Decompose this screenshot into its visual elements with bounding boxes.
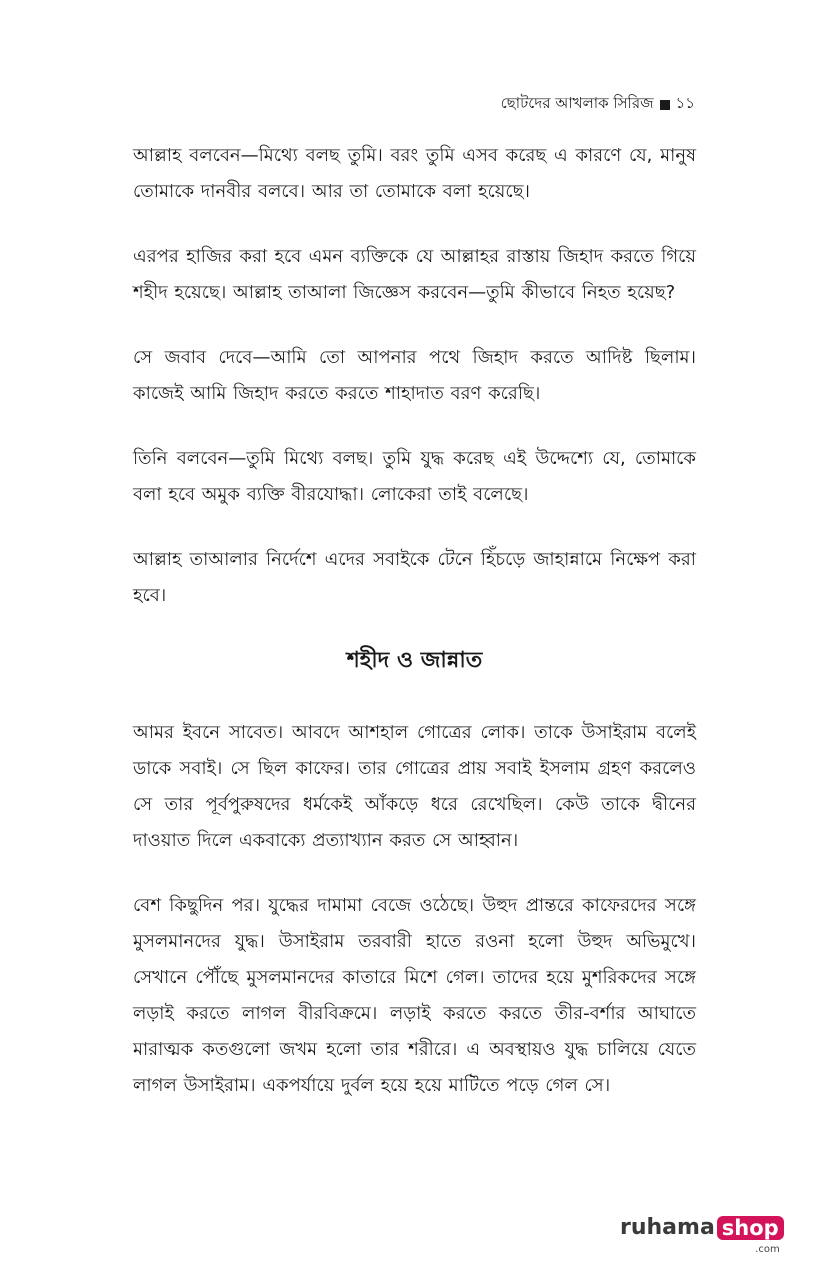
- page-body: [133, 138, 696, 1133]
- watermark-domain: .com: [755, 1244, 780, 1255]
- running-header: [501, 92, 695, 117]
- section-heading: শহীদ ও জান্নাত: [346, 648, 483, 673]
- watermark-name: ruhama: [620, 1215, 715, 1240]
- paragraph: আমর ইবনে সাবেত। আবদে আশহাল গোত্রের লোক। তাকে উসাইরাম বলেই ডাকে সবাই। সে ছিল কাফের। তার গোত্রের প্রায় সবাই ইসলাম গ্রহণ করলেও সে তার পূর্বপুরুষদের ধর্মকেই আঁকড়ে ধরে রেখেছিল। কেউ তাকে দ্বীনের দাওয়াত দিলে একবাক্যে প্রত্যাখ্যান করত সে আহ্বান।: [133, 722, 696, 851]
- paragraph: তিনি বলবেন—তুমি মিথ্যে বলছ। তুমি যুদ্ধ করেছ এই উদ্দেশ্যে যে, তোমাকে বলা হবে অমুক ব্যক্তি বীরযোদ্ধা। লোকেরা তাই বলেছে।: [133, 448, 696, 505]
- paragraph: সে জবাব দেবে—আমি তো আপনার পথে জিহাদ করতে আদিষ্ট ছিলাম। কাজেই আমি জিহাদ করতে করতে শাহাদাত বরণ করেছি।: [133, 347, 696, 404]
- header-square-icon: [660, 100, 670, 110]
- ruhamashop-watermark: [620, 1213, 784, 1255]
- page-number: ১১: [675, 94, 695, 112]
- paragraph: বেশ কিছুদিন পর। যুদ্ধের দামামা বেজে ওঠেছে। উহুদ প্রান্তরে কাফেরদের সঙ্গে মুসলমানদের যুদ্ধ। উসাইরাম তরবারী হাতে রওনা হলো উহুদ অভিমুখে। সেখানে পৌঁছে মুসলমানদের কাতারে মিশে গেল। তাদের হয়ে মুশরিকদের সঙ্গে লড়াই করতে লাগল বীরবিক্রমে। লড়াই করতে করতে তীর-বর্শার আঘাতে মারাত্মক কতগুলো জখম হলো তার শরীরে। এ অবস্থায়ও যুদ্ধ চালিয়ে যেতে লাগল উসাইরাম। একপর্যায়ে দুর্বল হয়ে হয়ে মাটিতে পড়ে গেল সে।: [133, 895, 696, 1096]
- watermark-shop: shop: [717, 1216, 784, 1240]
- paragraph: এরপর হাজির করা হবে এমন ব্যক্তিকে যে আল্লাহর রাস্তায় জিহাদ করতে গিয়ে শহীদ হয়েছে। আল্লাহ তাআলা জিজ্ঞেস করবেন—তুমি কীভাবে নিহত হয়েছ?: [133, 246, 696, 303]
- running-title: ছোটদের আখলাক সিরিজ: [500, 94, 654, 112]
- watermark-shop-box: [717, 1213, 784, 1255]
- paragraph: আল্লাহ তাআলার নির্দেশে এদের সবাইকে টেনে হিঁচড়ে জাহান্নামে নিক্ষেপ করা হবে।: [133, 549, 696, 606]
- paragraph: আল্লাহ বলবেন—মিথ্যে বলছ তুমি। বরং তুমি এসব করেছ এ কারণে যে, মানুষ তোমাকে দানবীর বলবে। আর তা তোমাকে বলা হয়েছে।: [133, 145, 696, 202]
